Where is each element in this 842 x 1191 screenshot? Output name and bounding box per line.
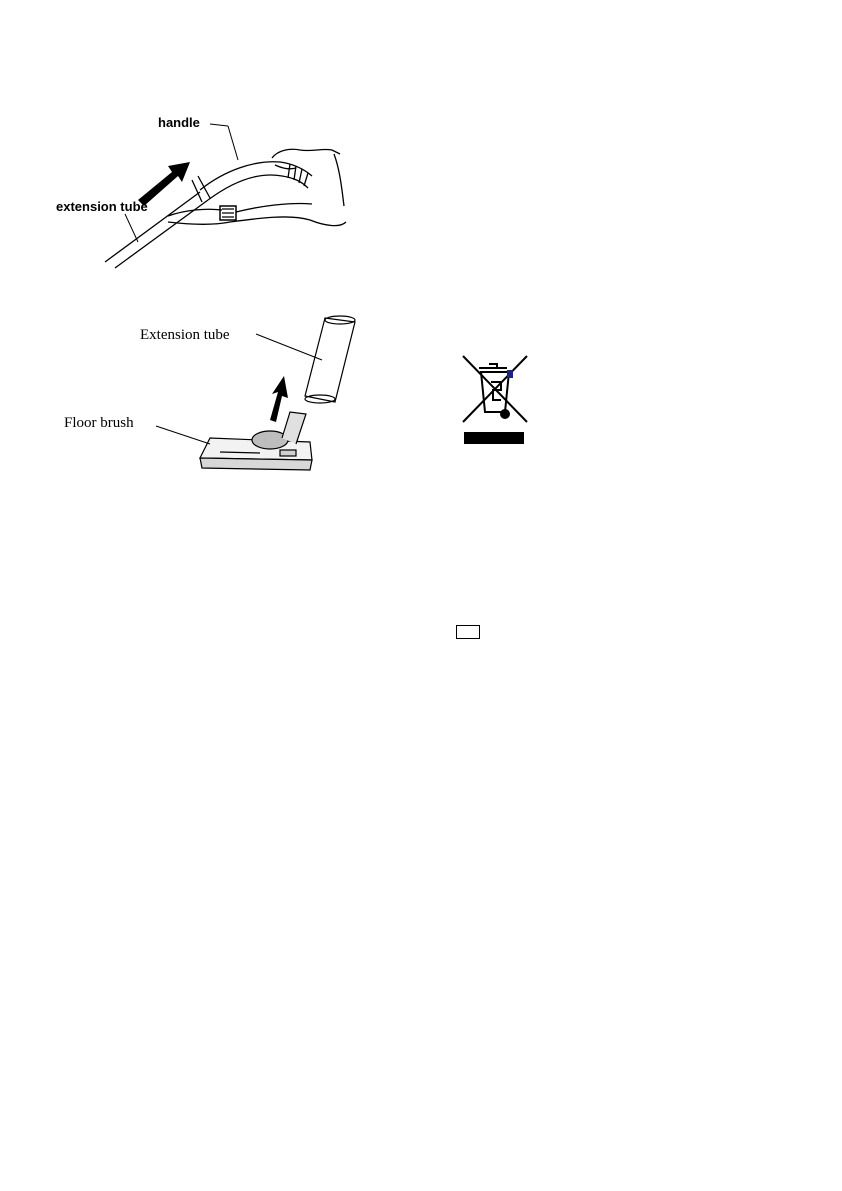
- handle-label: handle: [158, 115, 200, 130]
- handle-drawing: [168, 149, 346, 225]
- bin-underline-bar: [464, 432, 524, 444]
- insert-arrow: [270, 376, 288, 422]
- extension-tube-label: Extension tube: [140, 327, 230, 343]
- floor-brush-drawing: [200, 412, 312, 470]
- crossed-out-wheelie-bin-icon: [455, 352, 535, 452]
- handle-assembly-figure: [50, 110, 360, 275]
- extension-tube-label: extension tube: [56, 199, 148, 214]
- bin-accent-mark: [507, 370, 513, 378]
- empty-square-box: [456, 625, 480, 639]
- extension-tube-drawing: [305, 316, 355, 403]
- floor-brush-label: Floor brush: [64, 415, 134, 431]
- floor-brush-figure: [60, 310, 370, 490]
